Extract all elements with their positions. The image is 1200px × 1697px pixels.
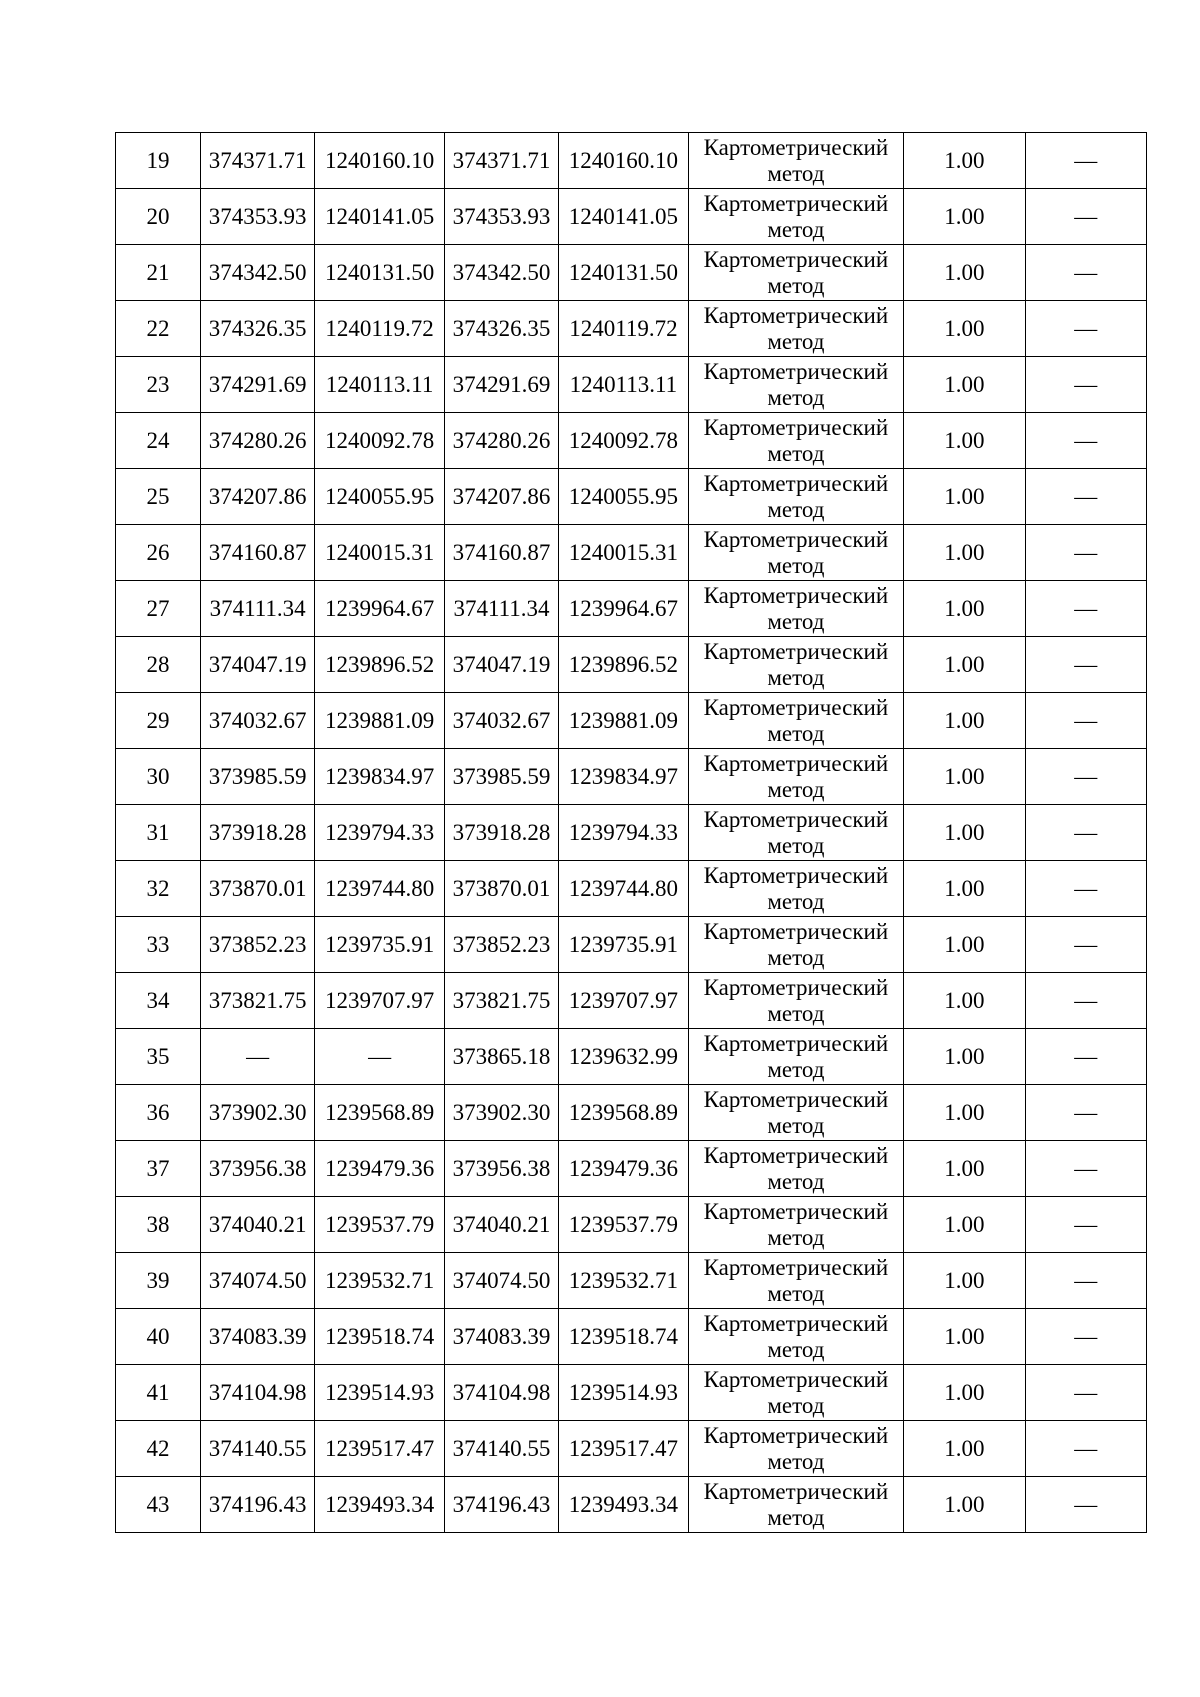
table-row	[116, 1421, 1147, 1477]
new-y-cell: 1240131.50	[559, 245, 689, 301]
existing-x-cell: 374353.93	[200, 189, 314, 245]
method-line-1: Картометрический	[703, 1310, 889, 1336]
existing-y-cell: 1239707.97	[315, 973, 445, 1029]
coordinates-table	[115, 132, 1147, 1533]
description-cell: —	[1025, 189, 1146, 245]
method-line-2: метод	[767, 608, 825, 634]
new-y-cell: 1239479.36	[559, 1141, 689, 1197]
existing-y-cell: 1240141.05	[315, 189, 445, 245]
accuracy-cell: 1.00	[904, 1085, 1025, 1141]
table-row	[116, 637, 1147, 693]
method-line-1: Картометрический	[703, 1366, 889, 1392]
method-line-1: Картометрический	[703, 526, 889, 552]
method-line-1: Картометрический	[703, 470, 889, 496]
description-cell: —	[1025, 1141, 1146, 1197]
point-number-cell: 21	[116, 245, 201, 301]
new-x-cell: 373956.38	[444, 1141, 558, 1197]
method-line-1: Картометрический	[703, 694, 889, 720]
point-number-cell: 27	[116, 581, 201, 637]
table-row	[116, 1365, 1147, 1421]
point-number-cell: 38	[116, 1197, 201, 1253]
existing-y-cell: 1240119.72	[315, 301, 445, 357]
existing-y-cell: 1239568.89	[315, 1085, 445, 1141]
description-cell: —	[1025, 973, 1146, 1029]
new-y-cell: 1240119.72	[559, 301, 689, 357]
accuracy-cell: 1.00	[904, 581, 1025, 637]
method-line-2: метод	[767, 160, 825, 186]
table-row	[116, 413, 1147, 469]
method-cell	[688, 1197, 904, 1253]
new-x-cell: 373821.75	[444, 973, 558, 1029]
existing-x-cell: 374291.69	[200, 357, 314, 413]
new-x-cell: 373870.01	[444, 861, 558, 917]
table-row	[116, 357, 1147, 413]
description-cell: —	[1025, 1421, 1146, 1477]
method-cell	[688, 301, 904, 357]
method-line-1: Картометрический	[703, 414, 889, 440]
method-line-1: Картометрический	[703, 1086, 889, 1112]
method-line-2: метод	[767, 888, 825, 914]
description-cell: —	[1025, 469, 1146, 525]
method-cell	[688, 133, 904, 189]
method-line-1: Картометрический	[703, 302, 889, 328]
accuracy-cell: 1.00	[904, 301, 1025, 357]
description-cell: —	[1025, 861, 1146, 917]
existing-x-cell: 373821.75	[200, 973, 314, 1029]
table-row	[116, 1085, 1147, 1141]
new-x-cell: 374040.21	[444, 1197, 558, 1253]
method-line-2: метод	[767, 1448, 825, 1474]
method-line-1: Картометрический	[703, 638, 889, 664]
method-cell	[688, 1085, 904, 1141]
existing-x-cell: 374371.71	[200, 133, 314, 189]
new-y-cell: 1239537.79	[559, 1197, 689, 1253]
method-cell	[688, 973, 904, 1029]
method-line-1: Картометрический	[703, 582, 889, 608]
existing-x-cell: 373902.30	[200, 1085, 314, 1141]
existing-x-cell: 373870.01	[200, 861, 314, 917]
description-cell: —	[1025, 1197, 1146, 1253]
method-cell	[688, 413, 904, 469]
method-line-2: метод	[767, 1112, 825, 1138]
new-y-cell: 1239964.67	[559, 581, 689, 637]
method-cell	[688, 469, 904, 525]
existing-y-cell: 1239517.47	[315, 1421, 445, 1477]
method-line-1: Картометрический	[703, 1478, 889, 1504]
existing-y-cell: 1240113.11	[315, 357, 445, 413]
table-row	[116, 245, 1147, 301]
point-number-cell: 26	[116, 525, 201, 581]
method-cell	[688, 1253, 904, 1309]
existing-y-cell: 1239537.79	[315, 1197, 445, 1253]
new-y-cell: 1239514.93	[559, 1365, 689, 1421]
method-cell	[688, 525, 904, 581]
new-x-cell: 373918.28	[444, 805, 558, 861]
table-row	[116, 1197, 1147, 1253]
table-row	[116, 1309, 1147, 1365]
existing-x-cell: 374196.43	[200, 1477, 314, 1533]
table-row	[116, 973, 1147, 1029]
description-cell: —	[1025, 1477, 1146, 1533]
existing-y-cell: —	[315, 1029, 445, 1085]
existing-y-cell: 1239744.80	[315, 861, 445, 917]
method-cell	[688, 1029, 904, 1085]
point-number-cell: 33	[116, 917, 201, 973]
method-cell	[688, 245, 904, 301]
method-line-1: Картометрический	[703, 1142, 889, 1168]
existing-x-cell: 373852.23	[200, 917, 314, 973]
point-number-cell: 36	[116, 1085, 201, 1141]
point-number-cell: 42	[116, 1421, 201, 1477]
new-x-cell: 374111.34	[444, 581, 558, 637]
point-number-cell: 20	[116, 189, 201, 245]
method-line-1: Картометрический	[703, 974, 889, 1000]
description-cell: —	[1025, 525, 1146, 581]
existing-y-cell: 1239518.74	[315, 1309, 445, 1365]
description-cell: —	[1025, 1253, 1146, 1309]
point-number-cell: 29	[116, 693, 201, 749]
accuracy-cell: 1.00	[904, 1309, 1025, 1365]
accuracy-cell: 1.00	[904, 1365, 1025, 1421]
new-x-cell: 374032.67	[444, 693, 558, 749]
point-number-cell: 37	[116, 1141, 201, 1197]
existing-y-cell: 1240092.78	[315, 413, 445, 469]
method-line-2: метод	[767, 272, 825, 298]
table-row	[116, 301, 1147, 357]
new-y-cell: 1239493.34	[559, 1477, 689, 1533]
method-cell	[688, 805, 904, 861]
method-line-1: Картометрический	[703, 1422, 889, 1448]
method-line-2: метод	[767, 384, 825, 410]
point-number-cell: 32	[116, 861, 201, 917]
new-x-cell: 373865.18	[444, 1029, 558, 1085]
accuracy-cell: 1.00	[904, 749, 1025, 805]
existing-x-cell: 374207.86	[200, 469, 314, 525]
new-y-cell: 1239568.89	[559, 1085, 689, 1141]
table-row	[116, 1253, 1147, 1309]
new-y-cell: 1240141.05	[559, 189, 689, 245]
new-x-cell: 374353.93	[444, 189, 558, 245]
new-y-cell: 1240160.10	[559, 133, 689, 189]
point-number-cell: 24	[116, 413, 201, 469]
method-cell	[688, 917, 904, 973]
new-y-cell: 1239517.47	[559, 1421, 689, 1477]
new-x-cell: 374196.43	[444, 1477, 558, 1533]
new-y-cell: 1239794.33	[559, 805, 689, 861]
new-x-cell: 374140.55	[444, 1421, 558, 1477]
accuracy-cell: 1.00	[904, 1141, 1025, 1197]
new-y-cell: 1239744.80	[559, 861, 689, 917]
method-cell	[688, 637, 904, 693]
existing-y-cell: 1240160.10	[315, 133, 445, 189]
new-y-cell: 1240055.95	[559, 469, 689, 525]
existing-x-cell: 373985.59	[200, 749, 314, 805]
point-number-cell: 25	[116, 469, 201, 525]
accuracy-cell: 1.00	[904, 1421, 1025, 1477]
existing-x-cell: 374280.26	[200, 413, 314, 469]
description-cell: —	[1025, 805, 1146, 861]
description-cell: —	[1025, 245, 1146, 301]
method-line-2: метод	[767, 1056, 825, 1082]
new-x-cell: 374342.50	[444, 245, 558, 301]
description-cell: —	[1025, 581, 1146, 637]
new-x-cell: 374083.39	[444, 1309, 558, 1365]
new-y-cell: 1239881.09	[559, 693, 689, 749]
existing-y-cell: 1239532.71	[315, 1253, 445, 1309]
accuracy-cell: 1.00	[904, 357, 1025, 413]
point-number-cell: 28	[116, 637, 201, 693]
table-row	[116, 525, 1147, 581]
table-row	[116, 133, 1147, 189]
existing-x-cell: 374047.19	[200, 637, 314, 693]
method-line-1: Картометрический	[703, 918, 889, 944]
accuracy-cell: 1.00	[904, 189, 1025, 245]
accuracy-cell: 1.00	[904, 637, 1025, 693]
existing-y-cell: 1240055.95	[315, 469, 445, 525]
method-cell	[688, 749, 904, 805]
existing-x-cell: 374111.34	[200, 581, 314, 637]
existing-x-cell: 374160.87	[200, 525, 314, 581]
new-y-cell: 1239735.91	[559, 917, 689, 973]
accuracy-cell: 1.00	[904, 973, 1025, 1029]
accuracy-cell: 1.00	[904, 413, 1025, 469]
method-line-2: метод	[767, 328, 825, 354]
method-line-2: метод	[767, 216, 825, 242]
method-line-2: метод	[767, 832, 825, 858]
method-line-2: метод	[767, 496, 825, 522]
method-line-2: метод	[767, 1336, 825, 1362]
method-cell	[688, 1477, 904, 1533]
description-cell: —	[1025, 749, 1146, 805]
existing-y-cell: 1239514.93	[315, 1365, 445, 1421]
existing-y-cell: 1239479.36	[315, 1141, 445, 1197]
method-line-1: Картометрический	[703, 246, 889, 272]
point-number-cell: 39	[116, 1253, 201, 1309]
point-number-cell: 41	[116, 1365, 201, 1421]
accuracy-cell: 1.00	[904, 805, 1025, 861]
new-y-cell: 1239518.74	[559, 1309, 689, 1365]
accuracy-cell: 1.00	[904, 525, 1025, 581]
accuracy-cell: 1.00	[904, 1253, 1025, 1309]
existing-x-cell: 374342.50	[200, 245, 314, 301]
description-cell: —	[1025, 1085, 1146, 1141]
point-number-cell: 31	[116, 805, 201, 861]
new-y-cell: 1240015.31	[559, 525, 689, 581]
table-row	[116, 1477, 1147, 1533]
description-cell: —	[1025, 1029, 1146, 1085]
accuracy-cell: 1.00	[904, 1477, 1025, 1533]
description-cell: —	[1025, 357, 1146, 413]
table-row	[116, 189, 1147, 245]
description-cell: —	[1025, 133, 1146, 189]
new-x-cell: 374074.50	[444, 1253, 558, 1309]
table-body	[116, 133, 1147, 1533]
method-line-2: метод	[767, 1224, 825, 1250]
table-row	[116, 749, 1147, 805]
method-line-1: Картометрический	[703, 1254, 889, 1280]
method-line-2: метод	[767, 1168, 825, 1194]
method-line-2: метод	[767, 944, 825, 970]
new-y-cell: 1239707.97	[559, 973, 689, 1029]
new-x-cell: 374371.71	[444, 133, 558, 189]
new-y-cell: 1239532.71	[559, 1253, 689, 1309]
method-line-2: метод	[767, 1392, 825, 1418]
method-cell	[688, 1365, 904, 1421]
description-cell: —	[1025, 413, 1146, 469]
new-y-cell: 1240092.78	[559, 413, 689, 469]
method-line-1: Картометрический	[703, 1030, 889, 1056]
table-row	[116, 1029, 1147, 1085]
existing-x-cell: 374083.39	[200, 1309, 314, 1365]
new-x-cell: 373985.59	[444, 749, 558, 805]
existing-x-cell: 373918.28	[200, 805, 314, 861]
accuracy-cell: 1.00	[904, 469, 1025, 525]
description-cell: —	[1025, 1309, 1146, 1365]
new-x-cell: 373902.30	[444, 1085, 558, 1141]
existing-y-cell: 1239881.09	[315, 693, 445, 749]
existing-y-cell: 1239896.52	[315, 637, 445, 693]
method-line-2: метод	[767, 1000, 825, 1026]
existing-y-cell: 1239493.34	[315, 1477, 445, 1533]
method-line-2: метод	[767, 440, 825, 466]
existing-x-cell: 374104.98	[200, 1365, 314, 1421]
accuracy-cell: 1.00	[904, 861, 1025, 917]
description-cell: —	[1025, 917, 1146, 973]
new-x-cell: 374280.26	[444, 413, 558, 469]
method-line-1: Картометрический	[703, 806, 889, 832]
point-number-cell: 34	[116, 973, 201, 1029]
point-number-cell: 35	[116, 1029, 201, 1085]
existing-x-cell: 374040.21	[200, 1197, 314, 1253]
description-cell: —	[1025, 301, 1146, 357]
description-cell: —	[1025, 1365, 1146, 1421]
method-line-1: Картометрический	[703, 750, 889, 776]
existing-y-cell: 1239794.33	[315, 805, 445, 861]
new-x-cell: 374104.98	[444, 1365, 558, 1421]
method-line-2: метод	[767, 776, 825, 802]
point-number-cell: 40	[116, 1309, 201, 1365]
new-y-cell: 1239834.97	[559, 749, 689, 805]
existing-x-cell: 373956.38	[200, 1141, 314, 1197]
new-x-cell: 374047.19	[444, 637, 558, 693]
description-cell: —	[1025, 637, 1146, 693]
new-y-cell: 1239632.99	[559, 1029, 689, 1085]
method-line-1: Картометрический	[703, 1198, 889, 1224]
point-number-cell: 23	[116, 357, 201, 413]
table-row	[116, 917, 1147, 973]
method-cell	[688, 1309, 904, 1365]
new-x-cell: 374326.35	[444, 301, 558, 357]
method-line-2: метод	[767, 720, 825, 746]
point-number-cell: 19	[116, 133, 201, 189]
existing-x-cell: —	[200, 1029, 314, 1085]
existing-y-cell: 1240015.31	[315, 525, 445, 581]
existing-x-cell: 374326.35	[200, 301, 314, 357]
method-line-1: Картометрический	[703, 862, 889, 888]
existing-x-cell: 374032.67	[200, 693, 314, 749]
existing-x-cell: 374140.55	[200, 1421, 314, 1477]
new-x-cell: 374160.87	[444, 525, 558, 581]
point-number-cell: 22	[116, 301, 201, 357]
accuracy-cell: 1.00	[904, 917, 1025, 973]
new-y-cell: 1240113.11	[559, 357, 689, 413]
existing-y-cell: 1240131.50	[315, 245, 445, 301]
method-line-1: Картометрический	[703, 190, 889, 216]
table-row	[116, 1141, 1147, 1197]
method-cell	[688, 1141, 904, 1197]
accuracy-cell: 1.00	[904, 133, 1025, 189]
point-number-cell: 30	[116, 749, 201, 805]
method-line-2: метод	[767, 1280, 825, 1306]
method-line-1: Картометрический	[703, 358, 889, 384]
method-line-2: метод	[767, 664, 825, 690]
new-x-cell: 373852.23	[444, 917, 558, 973]
method-cell	[688, 1421, 904, 1477]
accuracy-cell: 1.00	[904, 1029, 1025, 1085]
accuracy-cell: 1.00	[904, 1197, 1025, 1253]
table-row	[116, 861, 1147, 917]
method-cell	[688, 861, 904, 917]
table-row	[116, 581, 1147, 637]
table-row	[116, 693, 1147, 749]
table-row	[116, 805, 1147, 861]
method-line-2: метод	[767, 552, 825, 578]
method-cell	[688, 189, 904, 245]
existing-y-cell: 1239834.97	[315, 749, 445, 805]
method-line-1: Картометрический	[703, 134, 889, 160]
accuracy-cell: 1.00	[904, 693, 1025, 749]
description-cell: —	[1025, 693, 1146, 749]
method-cell	[688, 693, 904, 749]
new-x-cell: 374291.69	[444, 357, 558, 413]
accuracy-cell: 1.00	[904, 245, 1025, 301]
table-row	[116, 469, 1147, 525]
existing-y-cell: 1239735.91	[315, 917, 445, 973]
new-y-cell: 1239896.52	[559, 637, 689, 693]
method-line-2: метод	[767, 1504, 825, 1530]
new-x-cell: 374207.86	[444, 469, 558, 525]
method-cell	[688, 581, 904, 637]
existing-y-cell: 1239964.67	[315, 581, 445, 637]
method-cell	[688, 357, 904, 413]
existing-x-cell: 374074.50	[200, 1253, 314, 1309]
point-number-cell: 43	[116, 1477, 201, 1533]
